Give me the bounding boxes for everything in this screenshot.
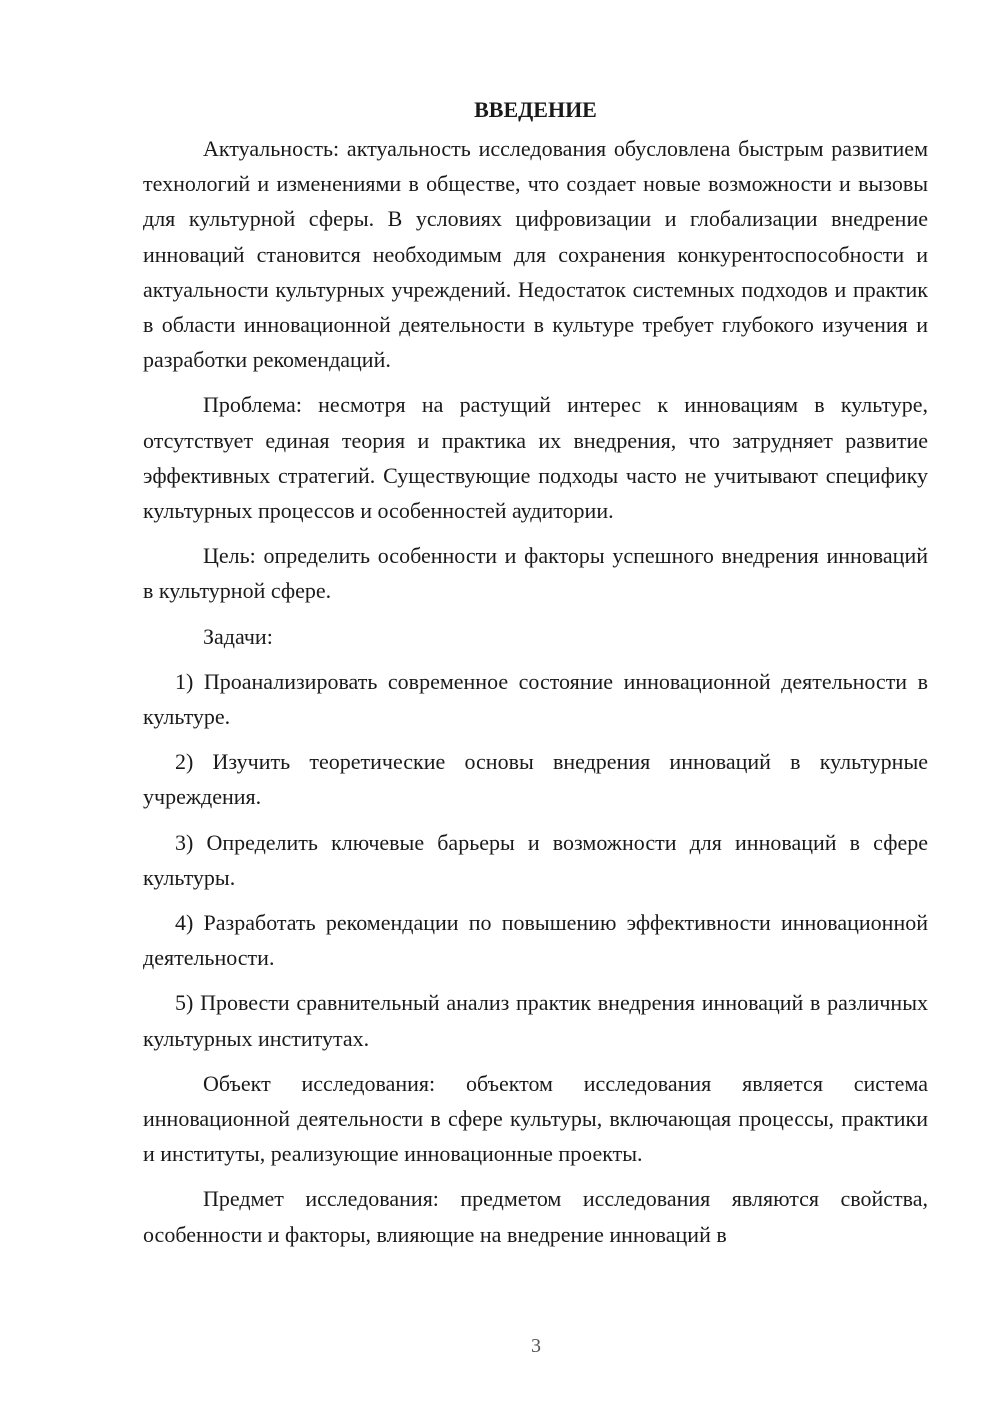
page-number: 3 bbox=[531, 1335, 541, 1357]
task-item-4: 4) Разработать рекомендации по повышению эффективности инновационной деятельности. bbox=[143, 910, 928, 971]
task-item-2: 2) Изучить теоретические основы внедрения инноваций в культурные учреждения. bbox=[143, 749, 928, 810]
task-item-1: 1) Проанализировать современное состояние инновационной деятельности в культуре. bbox=[143, 668, 928, 730]
problem-paragraph: Проблема: несмотря на растущий интерес к инновациям в культуре, отсутствует единая теория и практика их внедрения, что затрудняет развитие эффективных стратегий. Существующие подходы часто не учитывают специфику культурных процессов и особенностей аудитории. bbox=[143, 392, 928, 524]
tasks-heading: Задачи: bbox=[203, 623, 273, 649]
object-paragraph: Объект исследования: объектом исследования является система инновационной деятельности в сфере культуры, включающая процессы, практики и институты, реализующие инновационные проекты. bbox=[143, 1070, 928, 1167]
goal-paragraph: Цель: определить особенности и факторы успешного внедрения инноваций в культурной сфере. bbox=[143, 543, 928, 604]
section-title: ВВЕДЕНИЕ bbox=[474, 97, 597, 122]
task-item-3: 3) Определить ключевые барьеры и возможности для инноваций в сфере культуры. bbox=[143, 829, 928, 890]
document-page bbox=[143, 92, 928, 1252]
relevance-paragraph: Актуальность: актуальность исследования обусловлена быстрым развитием технологий и изменениями в обществе, что создает новые возможности и вызовы для культурной сферы. В условиях цифровизации и глобализации внедрение инноваций становится необходимым для сохранения конкурентоспособности и актуальности культурных учреждений. Недостаток системных подходов и практик в области инновационной деятельности в культуре требует глубокого изучения и разработки рекомендаций. bbox=[143, 136, 928, 373]
task-item-5: 5) Провести сравнительный анализ практик внедрения инноваций в различных культурных институтах. bbox=[143, 990, 928, 1051]
subject-paragraph: Предмет исследования: предметом исследования являются свойства, особенности и факторы, влияющие на внедрение инноваций в bbox=[143, 1186, 928, 1247]
